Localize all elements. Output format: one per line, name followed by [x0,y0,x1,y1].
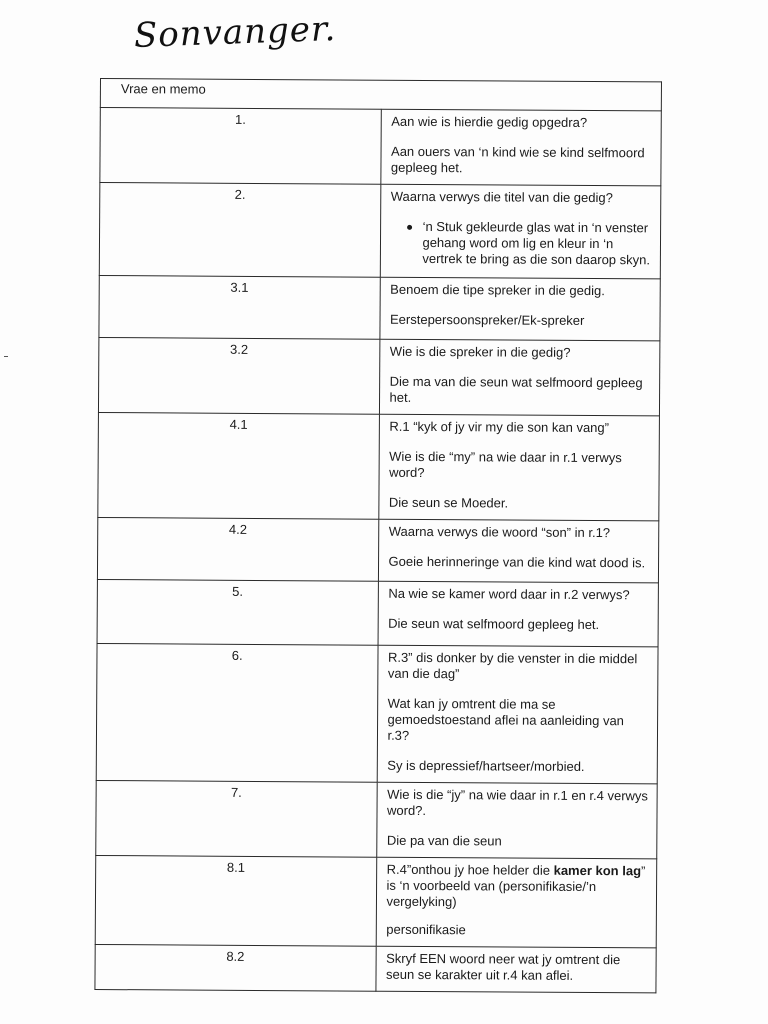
question-suffix: ” is ‘n voorbeeld van (personifikasie/’n vergelyking) [386,863,646,910]
table-row-3-1 [99,275,660,340]
question-number: 2. [99,183,380,278]
question-cell [376,857,657,948]
table-header-row [100,79,661,111]
answer-text: Eerstepersoonspreker/Ek-spreker [389,311,585,328]
table-row-8-2 [95,944,656,992]
question-cell [375,946,656,993]
answer-text: Sy is depressief/hartseer/morbied. [387,757,585,774]
table-row-5 [97,579,658,646]
question-text: Wie is die spreker in die gedig? [389,343,571,360]
answer-text: Goeie herinneringe van die kind wat dood is. [388,553,646,571]
table-row-4-2 [97,517,658,582]
question-text: Benoem die tipe spreker in die gedig. [390,281,605,299]
question-cell [376,782,657,859]
question-number: 8.1 [95,855,376,946]
question-number: 4.2 [97,517,378,581]
answer-text: personifikasie [386,921,466,938]
table-row-4-1 [98,412,660,520]
question-number: 5. [97,579,378,645]
question-text: Waarna verwys die woord “son” in r.1? [388,523,611,541]
table-header: Vrae en memo [100,79,661,111]
question-text: Wie is die “jy” na wie daar in r.1 en r.4 verwys word?. [386,786,648,819]
question-cell [378,581,659,647]
answer-text: Die seun wat selfmoord gepleeg het. [388,615,600,633]
answer-text: Die pa van die seun [386,832,502,849]
table-row-2 [99,183,661,279]
table-row-3-2 [98,337,659,415]
question-cell [378,414,659,521]
answer-text: Die ma van die seun wat selfmoord gepleeg het. [389,373,643,405]
question-text: Waarna verwys die titel van die gedig? [390,188,613,206]
question-number: 7. [96,780,377,857]
question-number: 6. [96,643,377,782]
question-text: Skryf EEN woord neer wat jy omtrent die seun se karakter uit r.4 kan aflei. [385,950,621,983]
question-text [386,862,648,912]
question-number: 4.1 [98,412,379,519]
question-cell [380,109,661,186]
question-text: Na wie se kamer word daar in r.2 verwys? [388,585,630,603]
quote-text: R.1 “kyk of jy vir my die son kan vang” [389,418,610,436]
answer-text: Die seun se Moeder. [388,494,509,511]
question-cell [379,277,660,341]
table-row-8-1 [95,855,657,947]
table-row-6 [96,643,658,783]
memo-table [94,78,662,993]
scan-artifact-mark [4,356,8,357]
question-number: 1. [100,108,381,185]
table-row-7 [96,780,657,858]
answer-text: Aan ouers van ‘n kind wie se kind selfmoord gepleeg het. [390,143,645,176]
question-prefix: R.4”onthou jy hoe helder die [386,861,554,878]
question-text: Wie is die “my” na wie daar in r.1 verwys word? [389,448,622,480]
question-cell [378,519,659,583]
handwritten-title: Sonvanger. [133,8,337,56]
question-number: 8.2 [95,944,376,991]
quote-text: R.3” dis donker by die venster in die middel van die dag” [387,649,638,682]
question-bold-phrase: kamer kon lag [553,862,642,879]
question-number: 3.2 [98,337,379,414]
question-cell [379,339,660,416]
bullet-answer-text: ‘n Stuk gekleurde glas wat in ‘n venster gehang word om lig en kleur in ‘n vertrek te bring as die son daarop skyn. [390,219,652,269]
table-row-1 [100,108,661,186]
question-cell [377,645,658,784]
question-text: Aan wie is hierdie gedig opgedra? [391,113,588,130]
question-text: Wat kan jy omtrent die ma se gemoedstoestand aflei na aanleiding van r.3? [387,695,624,743]
question-number: 3.1 [99,275,380,339]
question-cell [380,184,661,279]
